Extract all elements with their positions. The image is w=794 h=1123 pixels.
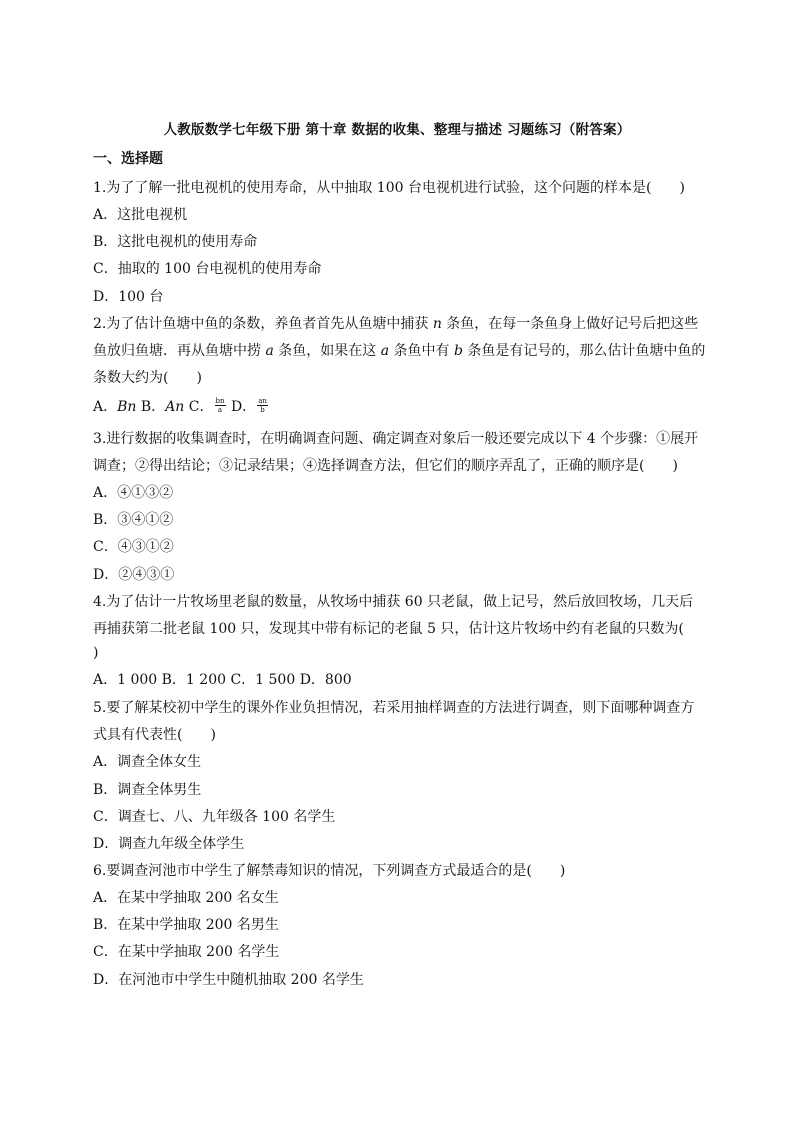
question-2-option-a: Bn bbox=[117, 399, 137, 415]
question-5-option-c: C．调查七、八、九年级各 100 名学生 bbox=[93, 809, 336, 825]
question-5-stem-line-1: 5.要了解某校初中学生的课外作业负担情况，若采用抽样调查的方法进行调查，则下面哪种调查方 bbox=[93, 700, 695, 716]
question-1-option-d: D．100 台 bbox=[93, 289, 164, 305]
question-2-options: A．Bn B．An C． $\frac{bn}{a}$ D． $\frac{an}{b}$ bbox=[93, 396, 267, 415]
question-6-option-b: B．在某中学抽取 200 名男生 bbox=[93, 917, 279, 933]
question-3-stem-line-2: 调查；②得出结论；③记录结果；④选择调查方法，但它们的顺序弄乱了，正确的顺序是( ) bbox=[93, 458, 678, 474]
question-3-stem-line-1: 3.进行数据的收集调查时，在明确调查问题、确定调查对象后一般还要完成以下 4 个步骤：①展开 bbox=[93, 431, 699, 447]
question-2-stem-line-3: 条数大约为( ) bbox=[93, 370, 202, 386]
question-1-option-a: A．这批电视机 bbox=[93, 207, 188, 223]
question-4-stem-line-1: 4.为了估计一片牧场里老鼠的数量，从牧场中捕获 60 只老鼠，做上记号，然后放回牧场，几天后 bbox=[93, 594, 694, 610]
question-5-option-b: B．调查全体男生 bbox=[93, 782, 202, 798]
question-1-stem: 1.为了了解一批电视机的使用寿命，从中抽取 100 台电视机进行试验，这个问题的样本是( ) bbox=[93, 180, 685, 196]
question-2-stem-line-2: 鱼放归鱼塘．再从鱼塘中捞 a 条鱼，如果在这 a 条鱼中有 b 条鱼是有记号的，那么估计鱼塘中鱼的 bbox=[93, 343, 706, 359]
question-6-option-d: D．在河池市中学生中随机抽取 200 名学生 bbox=[93, 972, 364, 988]
question-1-option-c: C．抽取的 100 台电视机的使用寿命 bbox=[93, 261, 322, 277]
question-4-stem-line-3: ) bbox=[93, 645, 99, 661]
question-1-option-b: B．这批电视机的使用寿命 bbox=[93, 234, 258, 250]
question-6-option-a: A．在某中学抽取 200 名女生 bbox=[93, 890, 279, 906]
question-3-option-b: B．③④①② bbox=[93, 512, 174, 528]
question-5-option-d: D．调查九年级全体学生 bbox=[93, 836, 245, 852]
question-4-stem-line-2: 再捕获第二批老鼠 100 只，发现其中带有标记的老鼠 5 只，估计这片牧场中约有老鼠的只数为( bbox=[93, 621, 684, 637]
question-2-stem-line-1: 2.为了估计鱼塘中鱼的条数，养鱼者首先从鱼塘中捕获 n 条鱼，在每一条鱼身上做好记号后把这些 bbox=[93, 316, 699, 332]
question-2-option-d-fraction: $\frac{an}{b}$ bbox=[258, 396, 267, 414]
question-3-option-a: A．④①③② bbox=[93, 485, 174, 501]
question-2-option-b: An bbox=[165, 399, 185, 415]
question-5-option-a: A．调查全体女生 bbox=[93, 754, 202, 770]
section-heading: 一、选择题 bbox=[93, 151, 163, 167]
question-2-option-c-fraction: $\frac{bn}{a}$ bbox=[215, 396, 225, 414]
question-3-option-c: C．④③①② bbox=[93, 539, 174, 555]
document-title: 人教版数学七年级下册 第十章 数据的收集、整理与描述 习题练习（附答案） bbox=[163, 122, 631, 138]
question-6-option-c: C．在某中学抽取 200 名学生 bbox=[93, 944, 280, 960]
question-5-stem-line-2: 式具有代表性( ) bbox=[93, 727, 216, 743]
question-6-stem: 6.要调查河池市中学生了解禁毒知识的情况，下列调查方式最适合的是( ) bbox=[93, 863, 566, 879]
question-3-option-d: D．②④③① bbox=[93, 567, 175, 583]
question-4-options: A．1 000 B．1 200 C．1 500 D．800 bbox=[93, 672, 352, 688]
